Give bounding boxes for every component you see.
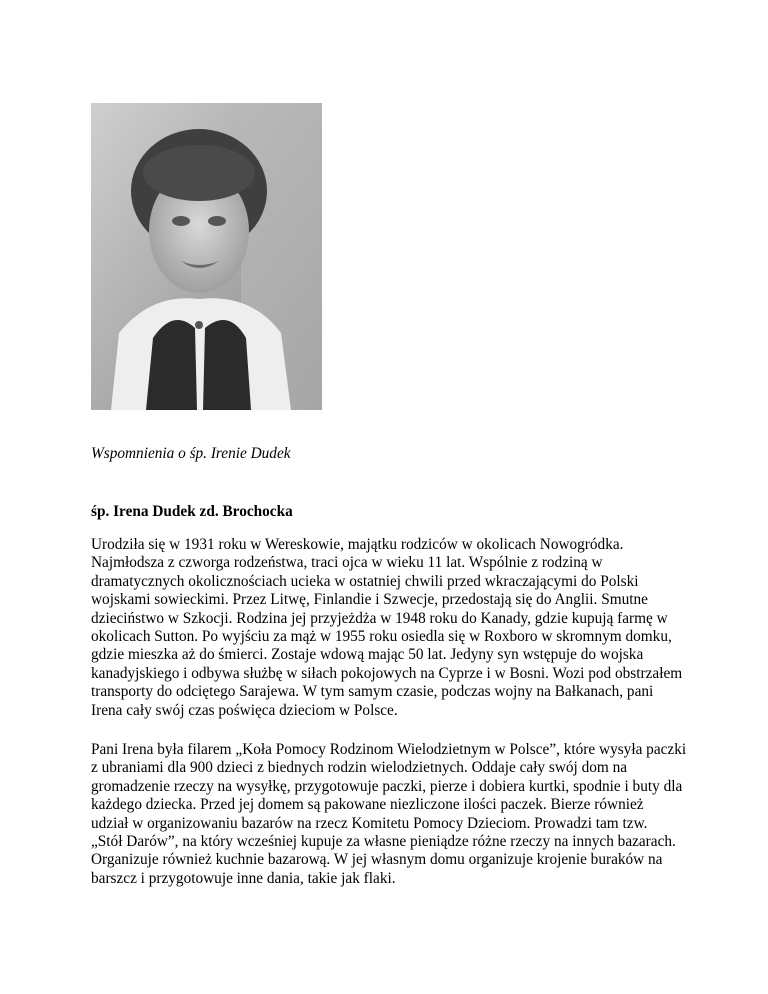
text-line: transporty do odciętego Sarajewa. W tym samym czasie, podczas wojny na Bałkanach, pani — [91, 683, 654, 701]
portrait-image — [91, 103, 322, 410]
text-line: gromadzenie rzeczy na wysyłkę, przygotowuje paczki, pierze i dobiera kurtki, spodnie i buty dla — [91, 777, 683, 795]
text-line: Irena cały swój czas poświęca dzieciom w Polsce. — [91, 701, 398, 719]
text-line: dzieciństwo w Szkocji. Rodzina jej przyjeżdża w 1948 roku do Kanady, gdzie kupują farmę w — [91, 609, 668, 627]
text-line: kanadyjskiego i odbywa służbę w siłach pokojowych na Cyprze i w Bosni. Wozi pod obstrzałem — [91, 664, 683, 682]
portrait-photo — [91, 103, 322, 410]
paragraph-charity-work — [91, 741, 691, 888]
text-line: okolicach Sutton. Po wyjściu za mąż w 1955 roku osiedla się w Roxboro w skromnym domku, — [91, 628, 672, 646]
text-line: wojskami sowieckimi. Przez Litwę, Finlandie i Szwecje, przedostają się do Anglii. Smutne — [91, 591, 648, 609]
text-line: z ubraniami dla 900 dzieci z biednych rodzin wielodzietnych. Oddaje cały swój dom na — [91, 759, 628, 777]
photo-caption: Wspomnienia o śp. Irenie Dudek — [91, 445, 291, 462]
obituary-heading: śp. Irena Dudek zd. Brochocka — [91, 503, 293, 520]
text-line: dramatycznych okolicznościach ucieka w ostatniej chwili przed wkraczającymi do Polski — [91, 572, 639, 590]
text-line: barszcz i przygotowuje inne dania, takie jak flaki. — [91, 869, 396, 887]
text-line: „Stół Darów”, na który wcześniej kupuje za własne pieniądze różne rzeczy na innych bazarach. — [91, 833, 676, 851]
text-line: każdego dziecka. Przed jej domem są pakowane niezliczone ilości paczek. Bierze również — [91, 796, 644, 814]
text-line: Pani Irena była filarem „Koła Pomocy Rodzinom Wielodzietnym w Polsce”, które wysyła paczki — [91, 741, 687, 758]
text-line: Najmłodsza z czworga rodzeństwa, traci ojca w wieku 11 lat. Wspólnie z rodziną w — [91, 554, 603, 572]
paragraph-biography — [91, 536, 691, 720]
text-line: udział w organizowaniu bazarów na rzecz Komitetu Pomocy Dzieciom. Prowadzi tam tzw. — [91, 814, 648, 832]
text-line: Urodziła się w 1931 roku w Wereskowie, majątku rodziców w okolicach Nowogródka. — [91, 536, 624, 553]
text-line: gdzie mieszka aż do śmierci. Zostaje wdową mając 50 lat. Jedyny syn wstępuje do wojska — [91, 646, 644, 664]
text-line: Organizuje również kuchnie bazarową. W jej własnym domu organizuje krojenie buraków na — [91, 851, 663, 869]
